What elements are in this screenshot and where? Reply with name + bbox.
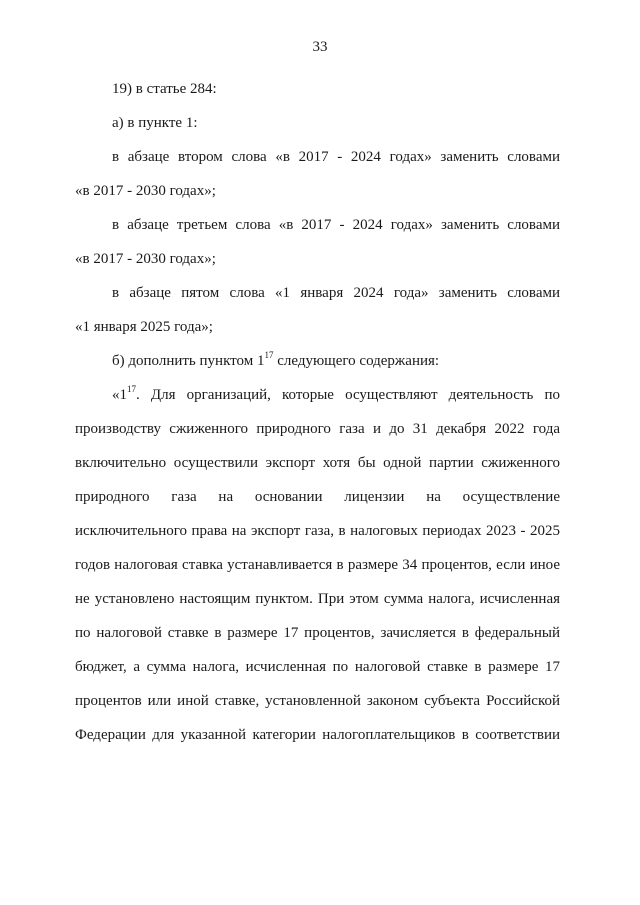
paragraph-line: природного газа на основании лицензии на осуществление [75,489,560,505]
subitem-b-heading [75,344,560,378]
document-body [75,72,560,752]
text-fragment: б) дополнить пунктом 1 [112,353,265,369]
paragraph-line: не установлено настоящим пунктом. При этом сумма налога, исчисленная [75,591,560,607]
paragraph-line: в абзаце втором слова «в 2017 - 2024 годах» заменить словами [112,149,560,165]
paragraph-line: «1 января 2025 года»; [75,319,213,335]
paragraph-line: «в 2017 - 2030 годах»; [75,251,216,267]
paragraph-line: «в 2017 - 2030 годах»; [75,183,216,199]
paragraph-line: в абзаце пятом слова «1 января 2024 года» заменить словами [112,285,560,301]
paragraph-line: включительно осуществили экспорт хотя бы одной партии сжиженного [75,455,560,471]
paragraph-line [75,378,560,412]
page-number: 33 [312,39,328,55]
text-fragment: следующего содержания: [273,353,440,369]
paragraph-line: бюджет, а сумма налога, исчисленная по налоговой ставке в размере 17 [75,659,560,675]
paragraph-line: годов налоговая ставка устанавливается в размере 34 процентов, если иное [75,557,560,573]
paragraph-line: по налоговой ставке в размере 17 процентов, зачисляется в федеральный [75,625,560,641]
subitem-a-heading: а) в пункте 1: [112,115,198,131]
superscript: 17 [264,350,274,360]
superscript: 17 [127,384,136,394]
text-fragment: . Для организаций, которые осуществляют деятельность по [136,387,560,403]
item-19-heading: 19) в статье 284: [112,81,217,97]
paragraph-line: исключительного права на экспорт газа, в налоговых периодах 2023 - 2025 [75,523,560,539]
paragraph-line: Федерации для указанной категории налогоплательщиков в соответствии [75,727,560,743]
text-fragment: «1 [112,387,127,403]
paragraph-line: производству сжиженного природного газа и до 31 декабря 2022 года [75,421,560,437]
paragraph-line: в абзаце третьем слова «в 2017 - 2024 годах» заменить словами [112,217,560,233]
paragraph-line: процентов или иной ставке, установленной законом субъекта Российской [75,693,560,709]
